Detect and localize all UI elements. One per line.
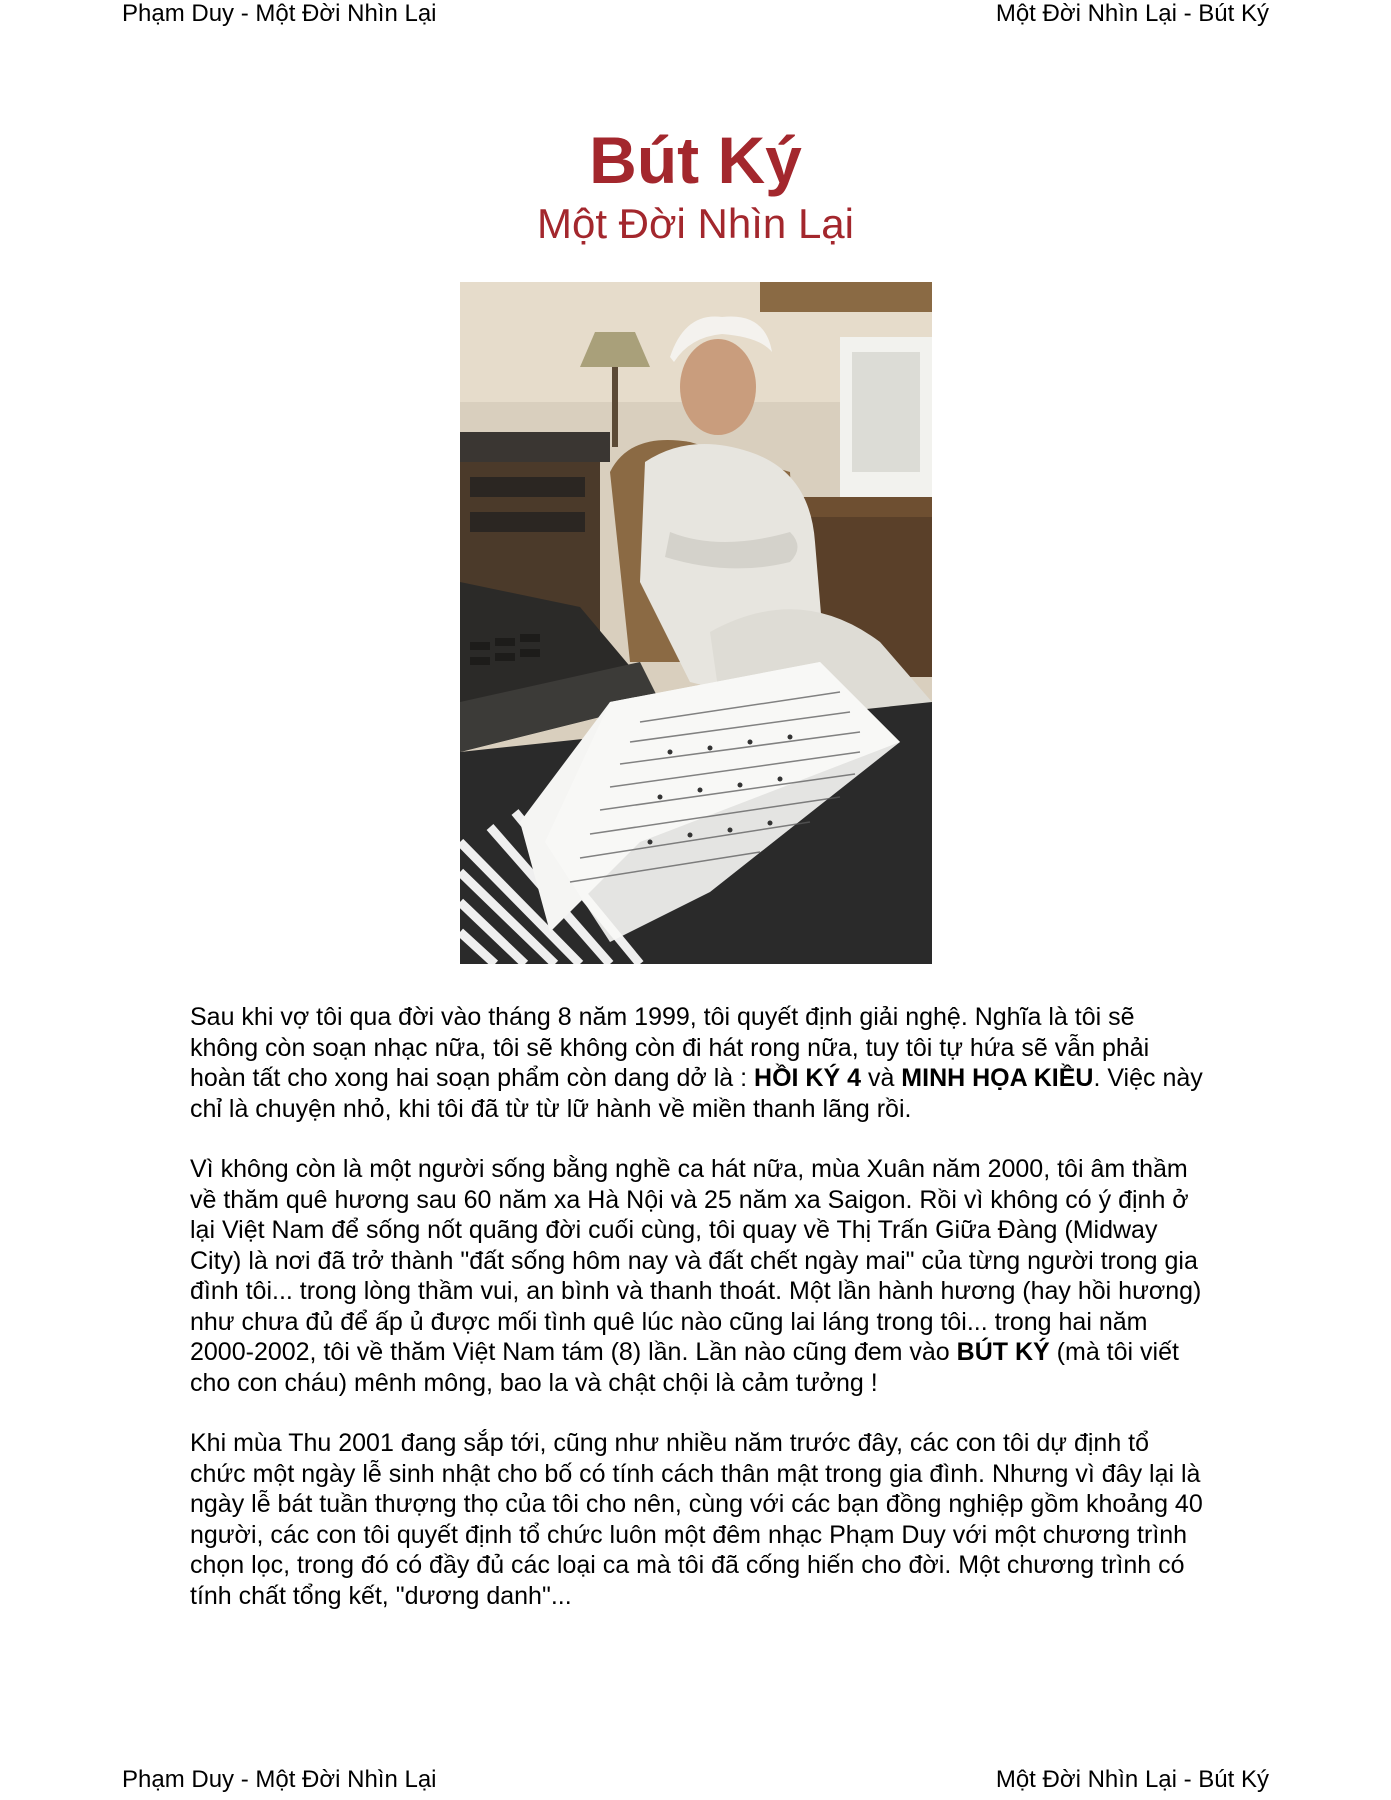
header-right: Một Đời Nhìn Lại - Bút Ký bbox=[995, 0, 1269, 27]
paragraph-2: Vì không còn là một người sống bằng nghề ca hát nữa, mùa Xuân năm 2000, tôi âm thầm về thăm quê hương sau 60 năm xa Hà Nội và 25 năm xa Saigon. Rồi vì không có ý định ở lại Việt Nam để sống nốt quãng đời cuối cùng, tôi quay về Thị Trấn Giữa Đàng (Midway City) là nơi đã trở thành "đất sống hôm nay và đất chết ngày mai" của từng người trong gia đình tôi... trong lòng thầm vui, an bình và thanh thoát. Một lần hành hương (hay hồi hương) như chưa đủ để ấp ủ được mối tình quê lúc nào cũng lai láng trong tôi... trong hai năm 2000-2002, tôi về thăm Việt Nam tám (8) lần. Lần nào cũng đem vào BÚT KÝ (mà tôi viết cho con cháu) mênh mông, bao la và chật chội là cảm tưởng ! bbox=[190, 1155, 1202, 1397]
page-subtitle: Một Đời Nhìn Lại bbox=[537, 200, 854, 247]
body-text bbox=[190, 1002, 1206, 1641]
portrait-photo bbox=[460, 282, 932, 964]
paragraph-1: Sau khi vợ tôi qua đời vào tháng 8 năm 1999, tôi quyết định giải nghệ. Nghĩa là tôi sẽ không còn soạn nhạc nữa, tôi sẽ không còn đi hát rong nữa, tuy tôi tự hứa sẽ vẫn phải hoàn tất cho xong hai soạn phẩm còn dang dở là : HỒI KÝ 4 và MINH HỌA KIỀU. Việc này chỉ là chuyện nhỏ, khi tôi đã từ từ lữ hành về miền thanh lãng rồi. bbox=[190, 1003, 1203, 1123]
footer-right: Một Đời Nhìn Lại - Bút Ký bbox=[995, 1766, 1269, 1793]
header-left: Phạm Duy - Một Đời Nhìn Lại bbox=[122, 0, 437, 27]
paragraph-3: Khi mùa Thu 2001 đang sắp tới, cũng như nhiều năm trước đây, các con tôi dự định tổ chức một ngày lễ sinh nhật cho bố có tính cách thân mật trong gia đình. Nhưng vì đây lại là ngày lễ bát tuần thượng thọ của tôi cho nên, cùng với các bạn đồng nghiệp gồm khoảng 40 người, các con tôi quyết định tổ chức luôn một đêm nhạc Phạm Duy với một chương trình chọn lọc, trong đó có đầy đủ các loại ca mà tôi đã cống hiến cho đời. Một chương trình có tính chất tổng kết, "dương danh"... bbox=[190, 1429, 1203, 1610]
page-title: Bút Ký bbox=[589, 123, 802, 197]
footer-left: Phạm Duy - Một Đời Nhìn Lại bbox=[122, 1766, 437, 1793]
